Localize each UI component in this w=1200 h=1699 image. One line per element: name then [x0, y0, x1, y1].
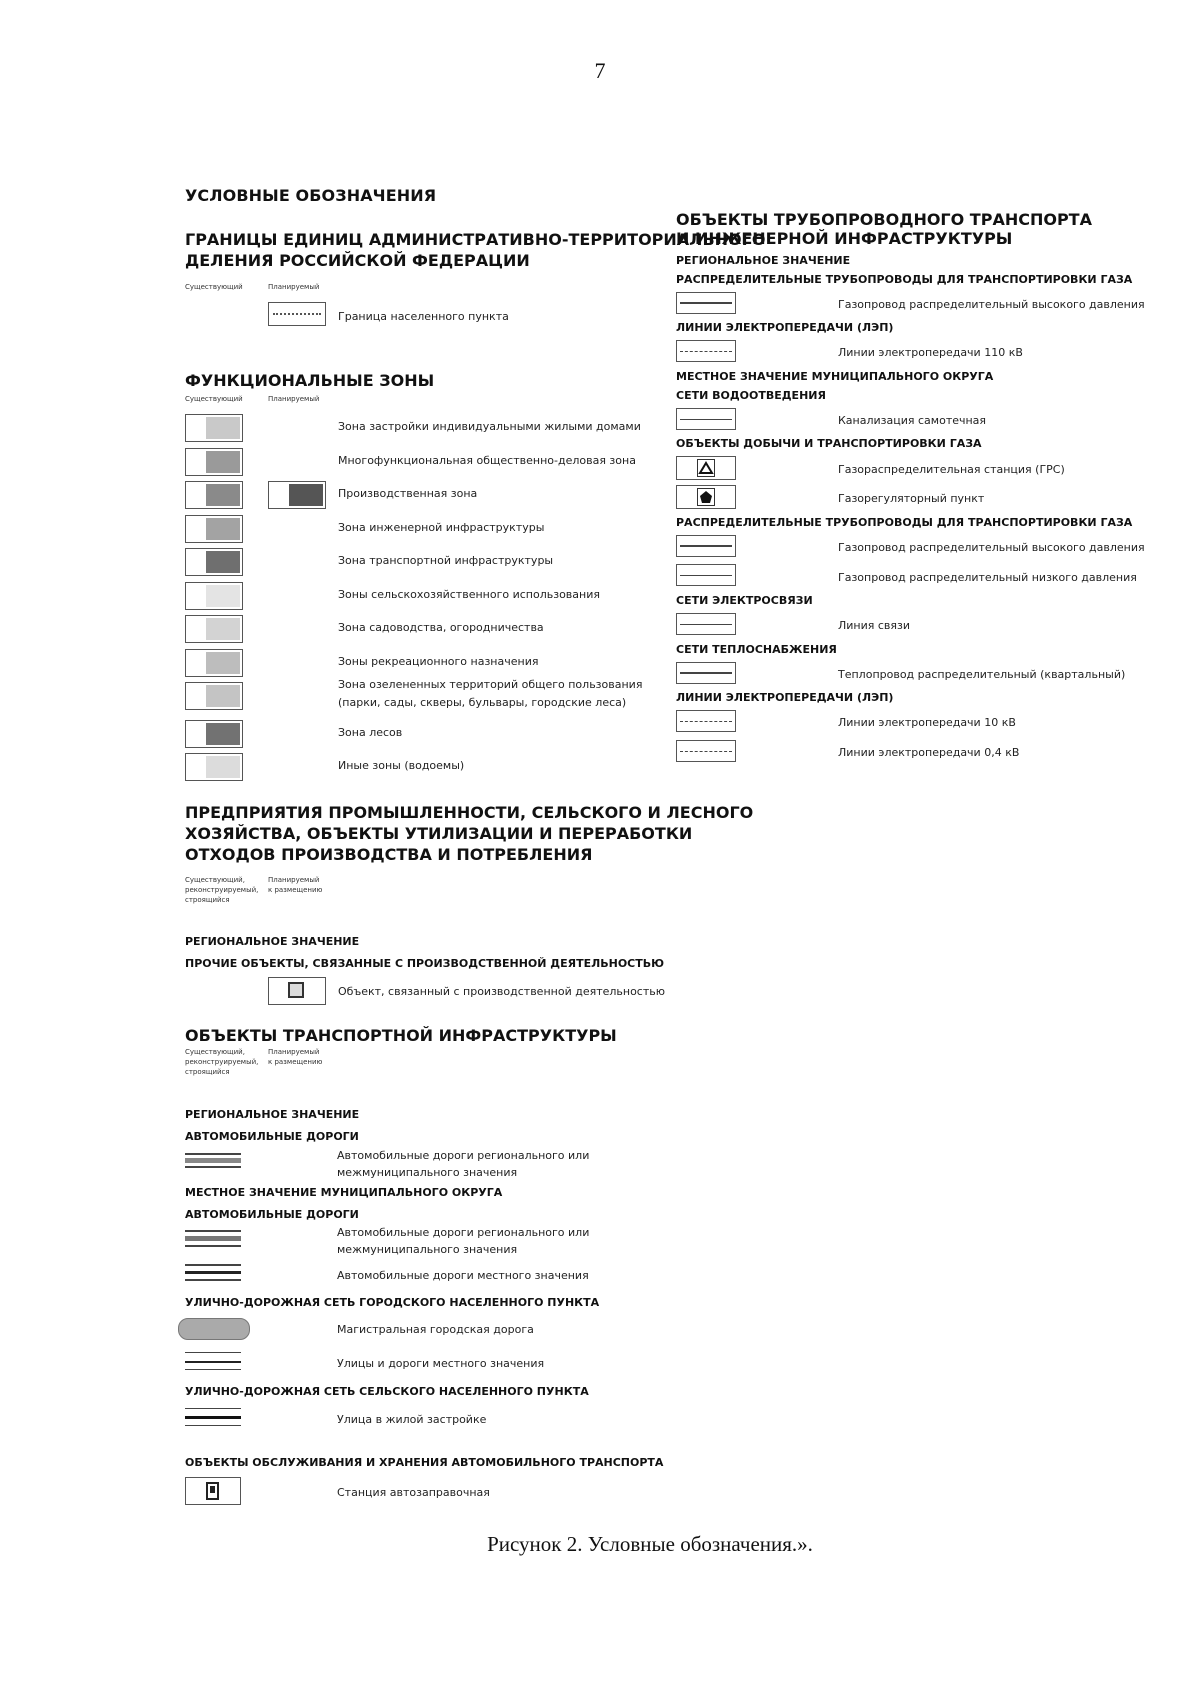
zone-label: Производственная зона: [338, 487, 478, 500]
road-local-regional-label-1: Автомобильные дороги регионального или: [337, 1226, 590, 1239]
fuel-station-label: Станция автозаправочная: [337, 1486, 490, 1499]
gas-high-local-symbol: [676, 535, 736, 557]
power-110-label: Линии электропередачи 110 кВ: [838, 346, 1023, 359]
tr-roads-2: АВТОМОБИЛЬНЫЕ ДОРОГИ: [185, 1208, 359, 1221]
pl-power-lines-2: ЛИНИИ ЭЛЕКТРОПЕРЕДАЧИ (ЛЭП): [676, 691, 894, 704]
sewer-label: Канализация самотечная: [838, 414, 987, 427]
figure-caption: Рисунок 2. Условные обозначения.».: [487, 1532, 813, 1556]
ent-other-objects: ПРОЧИЕ ОБЪЕКТЫ, СВЯЗАННЫЕ С ПРОИЗВОДСТВЕННОЙ ДЕЯТЕЛЬНОСТЬЮ: [185, 957, 665, 970]
pl-gas-extraction: ОБЪЕКТЫ ДОБЫЧИ И ТРАНСПОРТИРОВКИ ГАЗА: [676, 437, 982, 450]
grs-symbol: [676, 456, 736, 480]
col-planned-label: Планируемый: [268, 283, 320, 291]
fuel-pump-icon: [206, 1482, 219, 1500]
zone-swatch-existing: [185, 615, 243, 643]
ent-col-planned-1: Планируемый: [268, 876, 320, 884]
tr-local: МЕСТНОЕ ЗНАЧЕНИЕ МУНИЦИПАЛЬНОГО ОКРУГА: [185, 1186, 503, 1199]
sewer-symbol: [676, 408, 736, 430]
tr-regional: РЕГИОНАЛЬНОЕ ЗНАЧЕНИЕ: [185, 1108, 360, 1121]
power-04-label: Линии электропередачи 0,4 кВ: [838, 746, 1020, 759]
local-regional-road-symbol: [185, 1228, 241, 1250]
pl-heat-title: СЕТИ ТЕПЛОСНАБЖЕНИЯ: [676, 643, 837, 656]
local-street-symbol: [185, 1350, 241, 1372]
tr-col-existing-2: реконструируемый,: [185, 1058, 259, 1066]
settlement-border-label: Граница населенного пункта: [338, 310, 509, 323]
power-110-symbol: [676, 340, 736, 362]
zone-label: Зона инженерной инфраструктуры: [338, 520, 545, 534]
telecom-symbol: [676, 613, 736, 635]
tr-city-network: УЛИЧНО-ДОРОЖНАЯ СЕТЬ ГОРОДСКОГО НАСЕЛЕННОГО ПУНКТА: [185, 1296, 600, 1309]
industrial-object-symbol: [268, 977, 326, 1005]
zone-swatch-existing: [185, 481, 243, 509]
zone-label: Зоны сельскохозяйственного использования: [338, 587, 600, 601]
zone-swatch-existing: [185, 414, 243, 442]
power-10-symbol: [676, 710, 736, 732]
regional-road-symbol: [185, 1151, 241, 1171]
tr-col-planned-1: Планируемый: [268, 1048, 320, 1056]
ent-col-existing-1: Существующий,: [185, 876, 245, 884]
zone-label: Зона транспортной инфраструктуры: [338, 554, 554, 567]
ent-col-existing-2: реконструируемый,: [185, 886, 259, 894]
zone-label: Зона садоводства, огородничества: [338, 621, 544, 634]
zone-swatch-existing: [185, 582, 243, 610]
zone-label: Зона застройки индивидуальными жилыми домами: [338, 420, 641, 433]
pl-regional: РЕГИОНАЛЬНОЕ ЗНАЧЕНИЕ: [676, 254, 851, 267]
zone-swatch-existing: [185, 649, 243, 677]
gas-high-regional-label: Газопровод распределительный высокого давления: [838, 298, 1145, 311]
gas-low-label: Газопровод распределительный низкого давления: [838, 571, 1137, 584]
gas-high-local-label: Газопровод распределительный высокого давления: [838, 541, 1145, 554]
pl-sewer-title: СЕТИ ВОДООТВЕДЕНИЯ: [676, 389, 826, 402]
zone-label-line2: (парки, сады, скверы, бульвары, городские леса): [338, 696, 627, 709]
admin-borders-title-1: ГРАНИЦЫ ЕДИНИЦ АДМИНИСТРАТИВНО-ТЕРРИТОРИАЛЬНОГО: [185, 230, 766, 249]
tr-col-planned-2: к размещению: [268, 1058, 323, 1066]
triangle-icon: [697, 459, 715, 477]
pl-power-lines: ЛИНИИ ЭЛЕКТРОПЕРЕДАЧИ (ЛЭП): [676, 321, 894, 334]
main-title: УСЛОВНЫЕ ОБОЗНАЧЕНИЯ: [185, 186, 437, 205]
power-04-symbol: [676, 740, 736, 762]
pl-gas-pipes: РАСПРЕДЕЛИТЕЛЬНЫЕ ТРУБОПРОВОДЫ ДЛЯ ТРАНСПОРТИРОВКИ ГАЗА: [676, 273, 1133, 286]
heat-symbol: [676, 662, 736, 684]
pl-telecom-title: СЕТИ ЭЛЕКТРОСВЯЗИ: [676, 594, 813, 607]
ent-col-existing-3: строящийся: [185, 896, 230, 904]
industrial-object-label: Объект, связанный с производственной деятельностью: [338, 985, 666, 998]
main-city-road-symbol: [178, 1318, 250, 1340]
col-existing-label: Существующий: [185, 283, 243, 291]
rural-street-label: Улица в жилой застройке: [337, 1413, 487, 1426]
local-road-symbol: [185, 1262, 241, 1284]
transport-title: ОБЪЕКТЫ ТРАНСПОРТНОЙ ИНФРАСТРУКТУРЫ: [185, 1026, 617, 1045]
factory-icon: [288, 982, 304, 998]
zone-swatch-existing: [185, 720, 243, 748]
zone-swatch-existing: [185, 448, 243, 476]
functional-zones-title: ФУНКЦИОНАЛЬНЫЕ ЗОНЫ: [185, 371, 435, 390]
tr-roads: АВТОМОБИЛЬНЫЕ ДОРОГИ: [185, 1130, 359, 1143]
rural-street-symbol: [185, 1406, 241, 1428]
zone-label: Зона лесов: [338, 725, 403, 739]
tr-col-existing-3: строящийся: [185, 1068, 230, 1076]
power-10-label: Линии электропередачи 10 кВ: [838, 716, 1016, 729]
zone-swatch-existing: [185, 682, 243, 710]
road-regional-label-1: Автомобильные дороги регионального или: [337, 1149, 590, 1162]
fz-col-existing: Существующий: [185, 395, 243, 403]
fz-col-planned: Планируемый: [268, 395, 320, 403]
gas-high-regional-symbol: [676, 292, 736, 314]
fuel-station-symbol: [185, 1477, 241, 1505]
settlement-border-symbol: [268, 302, 326, 326]
pentagon-icon: [697, 488, 715, 506]
zone-label: Многофункциональная общественно-деловая зона: [338, 453, 636, 467]
local-streets-label: Улицы и дороги местного значения: [337, 1357, 545, 1370]
pipeline-title-2: И ИНЖЕНЕРНОЙ ИНФРАСТРУКТУРЫ: [676, 229, 1013, 248]
tr-service-title: ОБЪЕКТЫ ОБСЛУЖИВАНИЯ И ХРАНЕНИЯ АВТОМОБИЛЬНОГО ТРАНСПОРТА: [185, 1456, 664, 1469]
enterprises-title-1: ПРЕДПРИЯТИЯ ПРОМЫШЛЕННОСТИ, СЕЛЬСКОГО И ЛЕСНОГО: [185, 803, 754, 822]
zone-label: Зона озелененных территорий общего пользования: [338, 678, 643, 691]
road-local-regional-label-2: межмуниципального значения: [337, 1243, 518, 1256]
ent-col-planned-2: к размещению: [268, 886, 323, 894]
page-number: 7: [594, 58, 606, 83]
admin-borders-title-2: ДЕЛЕНИЯ РОССИЙСКОЙ ФЕДЕРАЦИИ: [185, 251, 530, 270]
heat-label: Теплопровод распределительный (квартальный): [838, 668, 1126, 681]
tr-rural-network: УЛИЧНО-ДОРОЖНАЯ СЕТЬ СЕЛЬСКОГО НАСЕЛЕННОГО ПУНКТА: [185, 1385, 589, 1398]
zone-swatch-existing: [185, 515, 243, 543]
enterprises-title-3: ОТХОДОВ ПРОИЗВОДСТВА И ПОТРЕБЛЕНИЯ: [185, 845, 593, 864]
zone-swatch-planned: [268, 481, 326, 509]
pl-local: МЕСТНОЕ ЗНАЧЕНИЕ МУНИЦИПАЛЬНОГО ОКРУГА: [676, 370, 994, 383]
enterprises-title-2: ХОЗЯЙСТВА, ОБЪЕКТЫ УТИЛИЗАЦИИ И ПЕРЕРАБОТКИ: [185, 824, 693, 843]
telecom-label: Линия связи: [838, 619, 911, 632]
road-regional-label-2: межмуниципального значения: [337, 1166, 518, 1179]
grp-label: Газорегуляторный пункт: [838, 492, 985, 505]
road-local-label: Автомобильные дороги местного значения: [337, 1269, 589, 1282]
tr-col-existing-1: Существующий,: [185, 1048, 245, 1056]
zone-swatch-existing: [185, 548, 243, 576]
zone-swatch-existing: [185, 753, 243, 781]
gas-low-symbol: [676, 564, 736, 586]
main-road-label: Магистральная городская дорога: [337, 1323, 534, 1336]
pipeline-title-1: ОБЪЕКТЫ ТРУБОПРОВОДНОГО ТРАНСПОРТА: [676, 210, 1092, 229]
pl-gas-pipes-2: РАСПРЕДЕЛИТЕЛЬНЫЕ ТРУБОПРОВОДЫ ДЛЯ ТРАНСПОРТИРОВКИ ГАЗА: [676, 516, 1133, 529]
ent-regional: РЕГИОНАЛЬНОЕ ЗНАЧЕНИЕ: [185, 935, 360, 948]
zone-label: Иные зоны (водоемы): [338, 759, 465, 772]
zone-label: Зоны рекреационного назначения: [338, 654, 539, 668]
grs-label: Газораспределительная станция (ГРС): [838, 463, 1065, 476]
grp-symbol: [676, 485, 736, 509]
